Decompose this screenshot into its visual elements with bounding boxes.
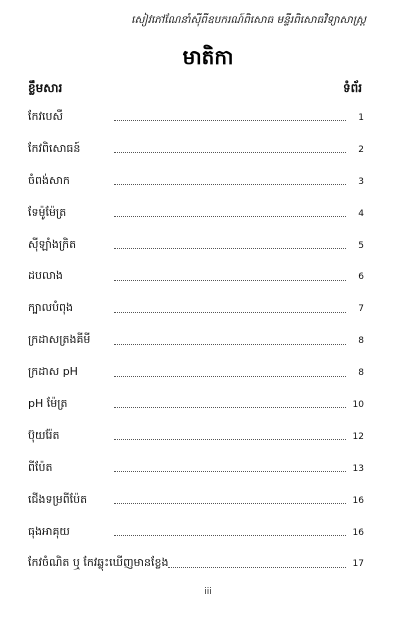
toc-entry-page: 13 <box>352 463 364 474</box>
toc-entry-page: 5 <box>358 240 364 251</box>
toc-entry-label: ក្បាលបំពុង <box>28 301 74 315</box>
toc-entry[interactable] <box>28 453 364 485</box>
toc-dot-leader <box>114 248 346 249</box>
toc-entry[interactable] <box>28 261 364 293</box>
toc-entry-label: ដបលាង <box>28 269 63 283</box>
toc-entry-label: ធុងអាគុយ <box>28 524 70 538</box>
toc-entry-label: ប៊ុយរ៉ែត <box>28 428 60 442</box>
toc-entry[interactable] <box>28 198 364 230</box>
toc-entry-page: 2 <box>358 144 364 155</box>
toc-entry-label: ក្រដាសត្រងគីមី <box>28 333 91 347</box>
toc-list <box>28 102 364 580</box>
toc-entry-label: ក្រដាស pH <box>28 365 78 379</box>
toc-entry-page: 16 <box>352 527 364 538</box>
page-number: iii <box>204 587 212 597</box>
toc-entry-page: 1 <box>358 112 364 123</box>
toc-entry[interactable] <box>28 517 364 549</box>
toc-entry[interactable] <box>28 389 364 421</box>
toc-dot-leader <box>114 216 346 217</box>
toc-dot-leader <box>114 439 346 440</box>
toc-entry-page: 12 <box>352 431 364 442</box>
toc-entry-label: កែវចំណិត ឬ កែវឆ្លុះឃើញមានខ្លែង <box>28 556 169 570</box>
toc-entry-page: 8 <box>358 368 364 379</box>
toc-entry[interactable] <box>28 421 364 453</box>
toc-entry-page: 10 <box>352 399 364 410</box>
toc-entry[interactable] <box>28 357 364 389</box>
running-header: សៀវភៅណែនាំស៊ីពីឧបករណ៍ពិសោធ មន្ទីរពិសោធវិទ្យាសាស្ត្រ <box>131 14 366 26</box>
toc-dot-leader <box>114 312 346 313</box>
toc-dot-leader <box>114 407 346 408</box>
toc-entry-label: កែវពិសោធន៍ <box>28 141 81 155</box>
toc-entry-label: កែវបេសឺ <box>28 109 63 123</box>
toc-entry-page: 16 <box>352 495 364 506</box>
toc-entry[interactable] <box>28 102 364 134</box>
toc-dot-leader <box>114 503 346 504</box>
toc-entry[interactable] <box>28 293 364 325</box>
toc-dot-leader <box>114 152 346 153</box>
toc-entry-page: 6 <box>358 272 364 283</box>
toc-entry-label: ស៊ីឡាំងក្រិត <box>28 237 77 251</box>
toc-dot-leader <box>114 120 346 121</box>
toc-entry-page: 17 <box>352 559 364 570</box>
toc-dot-leader <box>168 567 346 568</box>
toc-dot-leader <box>114 376 346 377</box>
toc-entry-page: 4 <box>358 208 364 219</box>
toc-entry[interactable] <box>28 325 364 357</box>
toc-dot-leader <box>114 471 346 472</box>
toc-entry-label: ជើងទម្រពីប៉ែត <box>28 492 88 506</box>
toc-dot-leader <box>114 280 346 281</box>
toc-entry[interactable] <box>28 230 364 262</box>
toc-entry-label: ទែម៉ូម៉ែត្រ <box>28 205 67 219</box>
toc-column-subject: ខ្លឹមសារ <box>28 81 63 95</box>
toc-entry[interactable] <box>28 166 364 198</box>
toc-title: មាតិកា <box>182 45 234 69</box>
toc-entry-label: ពីប៉ែត <box>28 460 53 474</box>
toc-column-page: ទំព័រ <box>342 81 362 95</box>
toc-dot-leader <box>114 535 346 536</box>
toc-entry-page: 8 <box>358 336 364 347</box>
toc-dot-leader <box>114 344 346 345</box>
toc-entry-label: ចំពង់សាក <box>28 173 70 187</box>
toc-entry-page: 3 <box>358 176 364 187</box>
toc-entry-page: 7 <box>358 304 364 315</box>
toc-dot-leader <box>114 184 346 185</box>
toc-entry[interactable] <box>28 134 364 166</box>
toc-entry-label: pH ម៉ែត្រ <box>28 396 68 410</box>
toc-entry[interactable] <box>28 485 364 517</box>
toc-entry[interactable] <box>28 548 364 580</box>
